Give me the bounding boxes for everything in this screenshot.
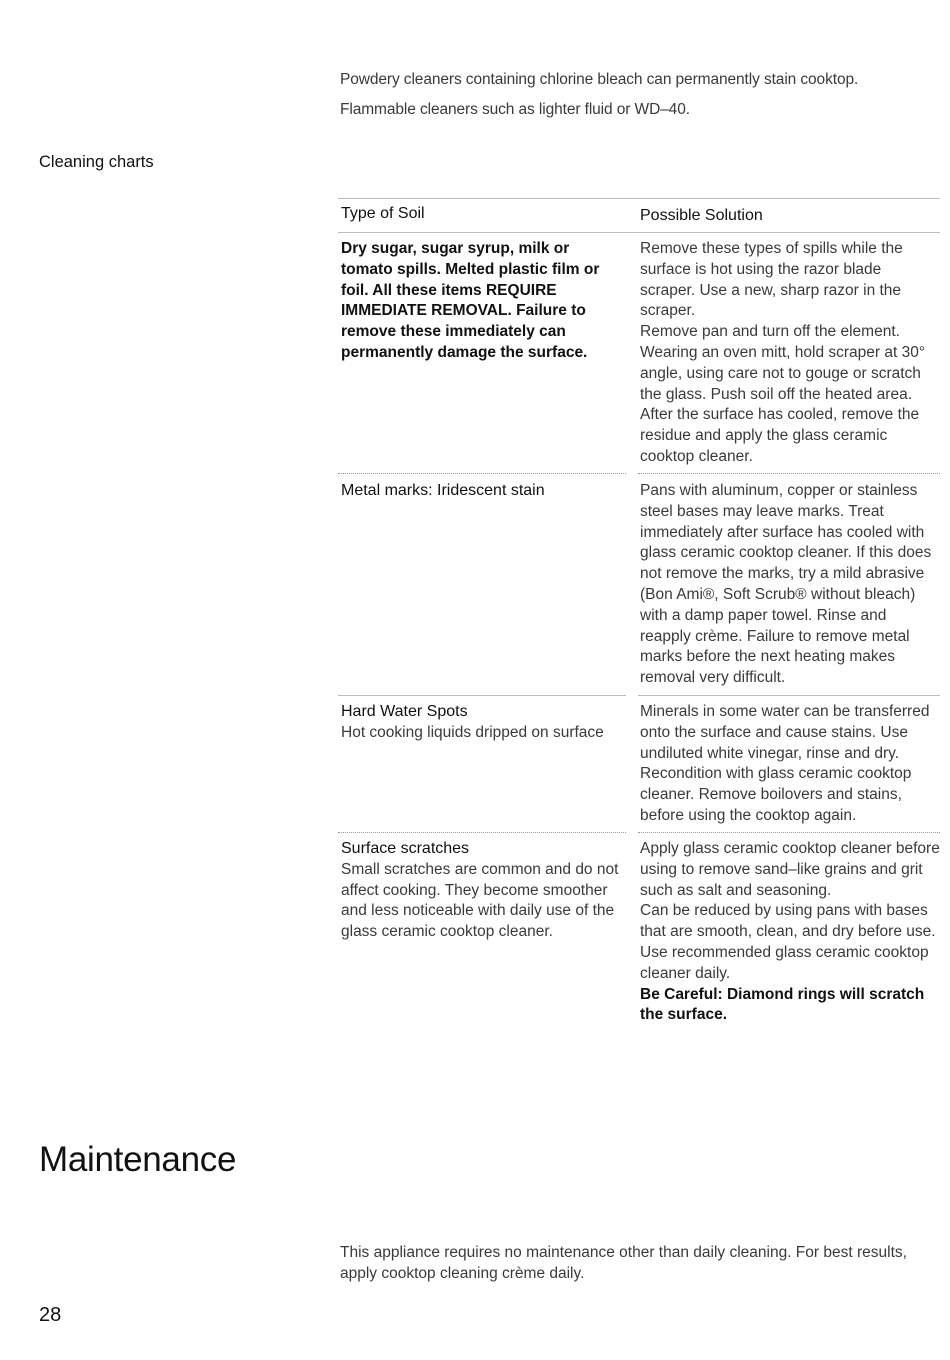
soil-sugar-spills: Dry sugar, sugar syrup, milk or tomato spills. Melted plastic film or foil. All these items REQUIRE IMMEDIATE REMOVAL. Failure to remove these immediately can permanently damage the surface.	[341, 240, 600, 361]
solution-paragraph: Minerals in some water can be transferred onto the surface and cause stains. Use undiluted white vinegar, rinse and dry. Recondition with glass ceramic cooktop cleaner. Remove boilovers and stains, before using the cooktop again.	[640, 703, 930, 824]
soil-hard-water-desc: Hot cooking liquids dripped on surface	[341, 723, 604, 741]
solution-surface-scratches	[640, 839, 940, 1026]
soil-scratches-desc: Small scratches are common and do not affect cooking. They become smoother and less noticeable with daily use of the glass ceramic cooktop cleaner.	[341, 860, 619, 941]
intro-line-flammable: Flammable cleaners such as lighter fluid or WD–40.	[340, 101, 690, 118]
solution-paragraph: Remove these types of spills while the surface is hot using the razor blade scraper. Use a new, sharp razor in the scraper.	[640, 240, 903, 320]
soil-scratches-title: Surface scratches	[341, 840, 470, 857]
solution-paragraph: Apply glass ceramic cooktop cleaner before using to remove sand–like grains and grit such as salt and seasoning.	[640, 840, 940, 899]
row-divider	[638, 695, 940, 696]
soil-surface-scratches	[341, 839, 621, 943]
soil-metal-marks: Metal marks: Iridescent stain	[341, 482, 545, 499]
solution-metal-marks	[640, 481, 940, 689]
soil-hard-water	[341, 702, 621, 744]
row-divider	[638, 473, 940, 474]
solution-paragraph: Pans with aluminum, copper or stainless steel bases may leave marks. Treat immediately after surface has cooled with glass ceramic cooktop cleaner. If this does not remove the marks, try a mild abrasive (Bon Ami®, Soft Scrub® without bleach) with a damp paper towel. Rinse and reapply crème. Failure to remove metal marks before the next heating makes removal very difficult.	[640, 482, 932, 687]
row-divider	[338, 832, 626, 833]
solution-paragraph: Can be reduced by using pans with bases that are smooth, clean, and dry before use.	[640, 902, 936, 941]
solution-hard-water	[640, 702, 940, 827]
maintenance-text: This appliance requires no maintenance other than daily cleaning. For best results, apply cooktop cleaning crème daily.	[340, 1244, 907, 1282]
row-divider	[638, 832, 940, 833]
intro-line-bleach: Powdery cleaners containing chlorine bleach can permanently stain cooktop.	[340, 71, 859, 88]
page-number: 28	[39, 1304, 62, 1326]
solution-paragraph: Remove pan and turn off the element. Wearing an oven mitt, hold scraper at 30° angle, using care not to gouge or scratch the glass. Push soil off the heated area. After the surface has cooled, remove the residue and apply the glass ceramic cooktop cleaner.	[640, 323, 926, 465]
solution-sugar-spills	[640, 239, 940, 468]
maintenance-heading: Maintenance	[39, 1140, 237, 1179]
row-divider	[338, 473, 626, 474]
caution-diamond-rings: Be Careful: Diamond rings will scratch the surface.	[640, 985, 925, 1024]
soil-hard-water-title: Hard Water Spots	[341, 703, 468, 720]
table-top-rule	[338, 198, 940, 199]
solution-paragraph: Use recommended glass ceramic cooktop cleaner daily.	[640, 943, 929, 982]
header-possible-solution: Possible Solution	[640, 207, 763, 224]
section-label-cleaning-charts: Cleaning charts	[39, 153, 154, 171]
row-divider	[338, 695, 626, 696]
header-type-of-soil: Type of Soil	[341, 205, 425, 222]
header-rule	[338, 232, 940, 233]
